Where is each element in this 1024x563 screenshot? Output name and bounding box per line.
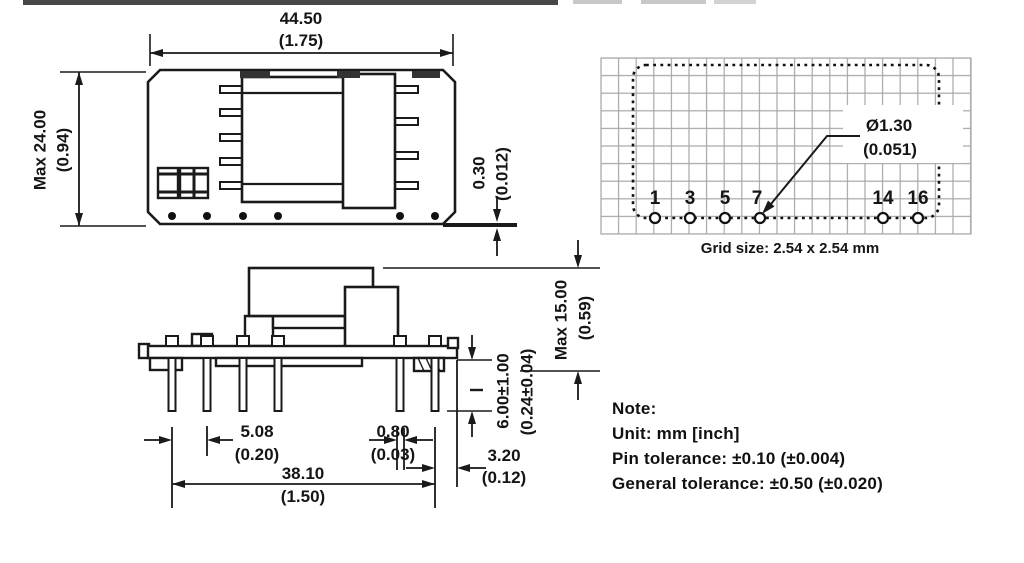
side-components xyxy=(192,268,398,347)
dim-edge-offset-mm: 3.20 xyxy=(487,446,521,465)
pin-number-3: 3 xyxy=(684,188,696,209)
dim-pin-width-inch: (0.03) xyxy=(370,445,416,464)
cropped-top-strip xyxy=(23,0,756,5)
dim-pitch-mm: 5.08 xyxy=(240,422,274,441)
dim-pin-width-mm: 0.80 xyxy=(376,422,410,441)
note-pin-tolerance: Pin tolerance: ±0.10 (±0.004) xyxy=(612,449,846,468)
note-unit: Unit: mm [inch] xyxy=(612,424,740,443)
dim-edge-offset-inch: (0.12) xyxy=(481,468,527,487)
dim-standoff-mm: 0.30 xyxy=(469,156,489,190)
hole-dia-mm: Ø1.30 xyxy=(865,116,913,135)
dim-width xyxy=(150,9,453,66)
pin-number-16: 16 xyxy=(907,188,929,209)
top-view xyxy=(148,70,455,224)
dim-pin-length-inch: (0.24±0.04) xyxy=(517,348,537,436)
dim-standoff-inch: (0.012) xyxy=(492,147,512,201)
dim-height-inch: (0.94) xyxy=(53,127,73,173)
pin-number-14: 14 xyxy=(872,188,894,209)
side-tall-component xyxy=(345,287,398,347)
dim-pin-length xyxy=(447,335,537,437)
dim-pin-length-mm: 6.00±1.00 xyxy=(493,353,513,429)
dim-height xyxy=(31,72,147,226)
dim-pitch-inch: (0.20) xyxy=(234,445,280,464)
pin-number-1: 1 xyxy=(649,188,661,209)
grid-size-caption: Grid size: 2.54 x 2.54 mm xyxy=(700,240,880,257)
pin-number-7: 7 xyxy=(751,188,763,209)
note-title: Note: xyxy=(612,399,657,418)
dim-component-height-inch: (0.59) xyxy=(575,295,595,341)
dim-pin-width xyxy=(369,422,433,470)
pin-layout-view xyxy=(601,58,971,257)
smd-components xyxy=(158,168,208,198)
dim-width-inch: (1.75) xyxy=(278,31,324,50)
transformer-flange xyxy=(343,74,395,208)
hole-dia-inch: (0.051) xyxy=(863,140,917,159)
dim-component-height-mm: Max 15.00 xyxy=(551,279,571,361)
pcb-board xyxy=(139,338,458,371)
dim-span-inch: (1.50) xyxy=(280,487,326,506)
dim-height-mm: Max 24.00 xyxy=(30,109,50,191)
pin-number-5: 5 xyxy=(719,188,731,209)
dim-span-mm: 38.10 xyxy=(281,464,325,483)
note-general-tolerance: General tolerance: ±0.50 (±0.020) xyxy=(612,474,883,493)
dim-pitch xyxy=(144,422,279,464)
dim-width-mm: 44.50 xyxy=(279,9,323,28)
notes-block xyxy=(612,396,883,496)
